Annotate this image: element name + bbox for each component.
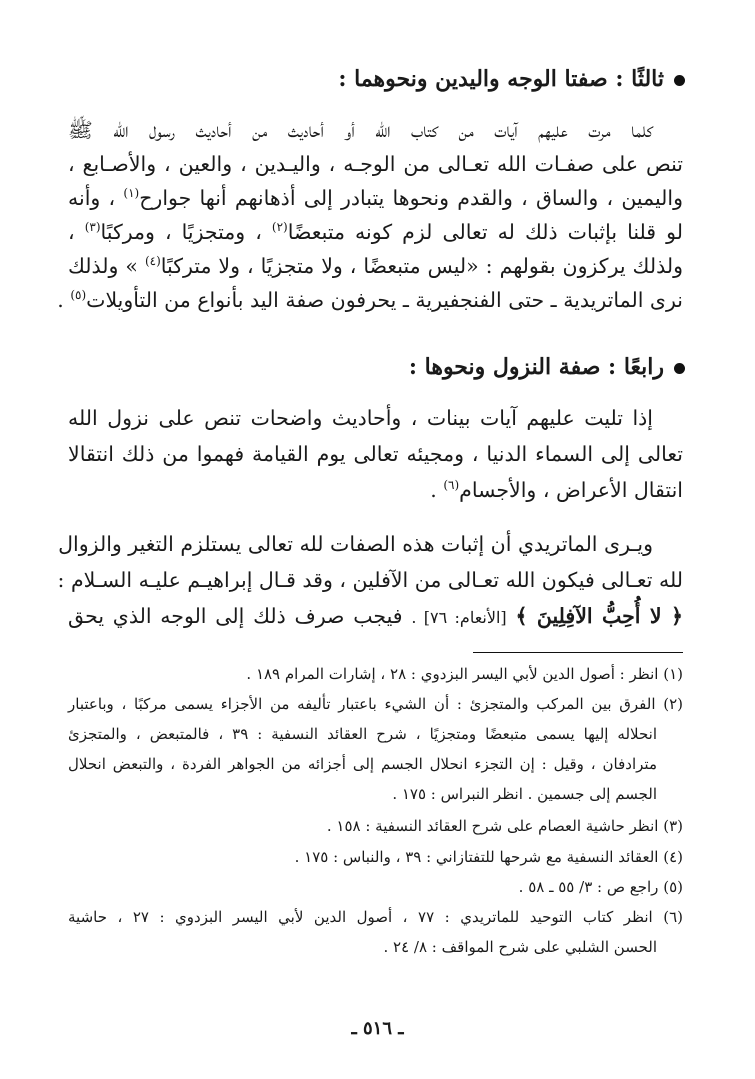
body-line: واليمين ، والساق ، والقدم ونحوها يتبادر إلى أذهانهم أنها جوارح$^{(١)}$ ، وأنه	[68, 186, 683, 210]
footnote-5: (٥) راجع ص : ٣/ ٥٥ ـ ٥٨ .	[518, 878, 683, 896]
footnote-2: (٢) الفرق بين المركب والمتجزئ : أن الشيء باعتبار تأليفه من الأجزاء يسمى مركبًا ، وباعتبار	[68, 695, 683, 713]
footnote-6-line: الحسن الشلبي على شرح المواقف : ٨/ ٢٤ .	[383, 938, 657, 956]
footnote-2-line: الجسم إلى جسمين . انظر النبراس : ١٧٥ .	[392, 785, 657, 803]
footnote-3: (٣) انظر حاشية العصام على شرح العقائد النسفية : ١٥٨ .	[326, 817, 683, 835]
footnote-4: (٤) العقائد النسفية مع شرحها للتفتازاني : ٣٩ ، والنباس : ١٧٥ .	[294, 848, 683, 866]
section-heading-3: ثالثًا : صفتا الوجه واليدين ونحوهما :	[60, 64, 685, 94]
body-line: نرى الماتريدية ـ حتى الفنجفيرية ـ يحرفون صفة اليد بأنواع من التأويلات$^{(٥)}$ .	[57, 288, 683, 312]
footnote-ref[interactable]: (٣)	[84, 220, 101, 235]
body-line: انتقال الأعراض ، والأجسام$^{(٦)}$ .	[430, 478, 683, 502]
body-line: إذا تليت عليهم آيات بينات ، وأحاديث واضحات تنص على نزول الله	[68, 406, 653, 430]
footnote-separator	[473, 652, 683, 653]
body-line: تنص على صفـات الله تعـالى من الوجـه ، واليـدين ، والعين ، والأصـابع ،	[68, 152, 683, 176]
footnote-2-line: انحلاله إليها يسمى متبعضًا ومتجزيًا ، شرح العقائد النسفية : ٣٩ ، فالمتبعض ، والمتجزئ	[68, 725, 657, 743]
footnote-6: (٦) انظر كتاب التوحيد للماتريدي : ٧٧ ، أصول الدين لأبي اليسر البزدوي : ٢٧ ، حاشية	[68, 908, 683, 926]
footnote-ref[interactable]: (٤)	[144, 254, 161, 269]
body-line: ويـرى الماتريدي أن إثبات هذه الصفات لله تعالى يستلزم التغير والزوال	[58, 532, 653, 556]
body-line: ولذلك يركزون بقولهم : «ليس متبعضًا ، ولا متجزيًا ، ولا متركبًا$^{(٤)}$ » ولذلك	[68, 254, 683, 278]
page-number: ـ ٥١٦ ـ	[351, 1018, 404, 1039]
footnote-2-line: مترادفان ، وقيل : إن التجزء انحلال الجسم إلى أجزائه من الجواهر الفردة ، والتبعض انحلال	[68, 755, 657, 773]
quran-verse: ﴿ لا أُحِبُّ الآفِلِينَ ﴾	[515, 604, 683, 628]
bullet-icon	[674, 75, 685, 86]
body-line: كلما مرت عليهم آيات من كتاب الله أو أحاديث من أحاديث رسول الله ﷺ	[68, 118, 653, 142]
body-line: ﴿ لا أُحِبُّ الآفِلِينَ ﴾ [الأنعام: ٧٦] . فيجب صرف ذلك إلى الوجه الذي يحق	[68, 604, 683, 628]
footnote-ref[interactable]: (١)	[123, 186, 140, 201]
bullet-icon	[674, 363, 685, 374]
body-line: لو قلنا بإثبات ذلك له تعالى لزم كونه متبعضًا$^{(٢)}$ ، ومتجزيًا ، ومركبًا$^{(٣)}$ ،	[68, 220, 683, 244]
footnote-ref[interactable]: (٥)	[70, 288, 87, 303]
footnote-ref[interactable]: (٢)	[271, 220, 288, 235]
footnote-ref[interactable]: (٦)	[443, 478, 460, 493]
body-line: تعالى إلى السماء الدنيا ، ومجيئه تعالى يوم القيامة فهموا من ذلك انتقالا	[68, 442, 683, 466]
verse-citation: [الأنعام: ٧٦] .	[411, 608, 507, 627]
section-heading-4: رابعًا : صفة النزول ونحوها :	[60, 352, 685, 382]
body-line: لله تعـالى فيكون الله تعـالى من الآفلين ، وقد قـال إبراهيـم عليـه السـلام :	[57, 568, 683, 592]
footnote-1: (١) انظر : أصول الدين لأبي اليسر البزدوي : ٢٨ ، إشارات المرام ١٨٩ .	[246, 665, 683, 683]
